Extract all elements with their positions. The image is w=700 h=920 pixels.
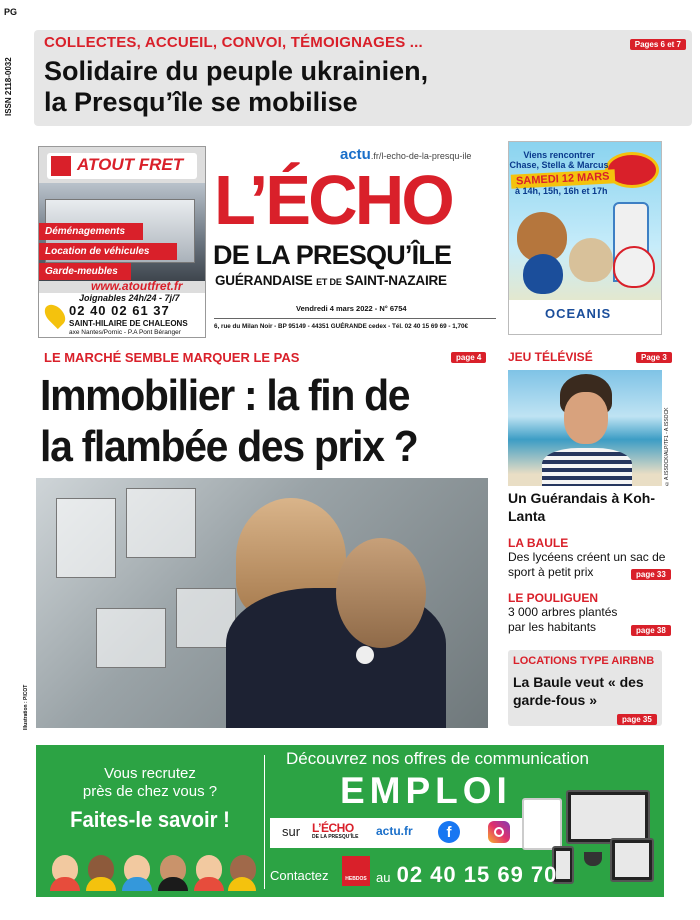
top-headline-line-1: Solidaire du peuple ukrainien, xyxy=(44,56,429,86)
top-story-page-badge: Pages 6 et 7 xyxy=(630,39,686,50)
atout-fret-town: SAINT-HILAIRE DE CHALEONS xyxy=(69,319,188,328)
coffee-cup-icon xyxy=(584,852,602,866)
region-saint-nazaire: SAINT-NAZAIRE xyxy=(345,273,447,288)
phone-number[interactable]: 02 40 15 69 70 xyxy=(396,862,558,887)
region-guerandaise: GUÉRANDAISE xyxy=(215,273,313,288)
atout-fret-brand: ATOUT FRET xyxy=(77,155,184,174)
atout-fret-logo xyxy=(47,153,197,179)
paw-ad-date: SAMEDI 12 MARS xyxy=(511,169,615,188)
atout-fret-phone[interactable]: 02 40 02 61 37 xyxy=(69,303,170,318)
newspaper-thumbnail xyxy=(522,798,562,850)
emploi-ad-contact: Contactez xyxy=(270,868,329,883)
actu-mini-logo[interactable]: actu.fr xyxy=(376,824,413,838)
marcus-pup-illustration xyxy=(613,246,655,288)
paw-ad-line-2: Chase, Stella & Marcus xyxy=(509,160,609,170)
tablet-icon xyxy=(610,838,654,882)
echo-mini-logo-sub: DE LA PRESQU’ÎLE xyxy=(312,834,359,840)
emploi-ad-sur: sur xyxy=(282,824,301,839)
agency-window-listing xyxy=(126,488,196,558)
service-location: Location de véhicules xyxy=(39,243,177,260)
region-et-de: ET DE xyxy=(316,277,342,287)
lead-photo-credit: Illustration : PICOT xyxy=(23,684,29,730)
laptop-icon xyxy=(566,790,650,844)
emploi-ad-phone[interactable] xyxy=(376,862,557,888)
airbnb-headline[interactable]: La Baule veut « des garde-fous » xyxy=(513,674,644,708)
jeu-headline[interactable]: Un Guérandais à Koh-Lanta xyxy=(508,490,656,524)
baule-kicker: LA BAULE xyxy=(508,536,569,550)
emploi-ad-line-1: Vous recrutez xyxy=(104,765,196,782)
atout-fret-availability: Joignables 24h/24 - 7j/7 xyxy=(79,293,180,303)
top-story-headline[interactable] xyxy=(44,56,428,118)
hebdos-logo: HEBDOS xyxy=(342,856,370,886)
paw-ad-hours: à 14h, 15h, 16h et 17h xyxy=(515,186,608,196)
actu-logo: actu xyxy=(340,146,371,163)
jeu-page-badge: Page 3 xyxy=(636,352,672,363)
actu-url: .fr/l-echo-de-la-presqu-ile xyxy=(370,151,472,161)
publisher-address: 6, rue du Milan Noir - BP 95149 - 44351 GUÉRANDE cedex - Tél. 02 40 15 69 69 - 1,70€ xyxy=(214,323,468,330)
lead-story-photo[interactable] xyxy=(36,478,488,728)
service-garde-meubles: Garde-meubles xyxy=(39,263,131,280)
agency-window-listing xyxy=(56,498,116,578)
airbnb-kicker: LOCATIONS TYPE AIRBNB xyxy=(513,655,655,667)
jeu-kicker: JEU TÉLÉVISÉ xyxy=(508,350,593,364)
masthead-region xyxy=(215,273,447,288)
baule-page-badge: page 33 xyxy=(631,569,671,580)
cards-logo-icon xyxy=(51,156,71,176)
koh-lanta-photo[interactable] xyxy=(508,370,662,486)
candidate-shirt xyxy=(542,448,632,486)
paw-ad-line-1: Viens rencontrer xyxy=(523,150,595,160)
masthead-subtitle: DE LA PRESQU’ÎLE xyxy=(213,240,452,270)
emploi-ad-line-2: près de chez vous ? xyxy=(82,783,218,800)
echo-mini-logo[interactable]: L’ÉCHO xyxy=(312,821,354,835)
lead-story-headline[interactable] xyxy=(40,370,505,472)
jacket-badge-icon xyxy=(356,646,374,664)
pouliguen-kicker: LE POULIGUEN xyxy=(508,591,599,605)
lead-story-page-badge: page 4 xyxy=(451,352,486,363)
issue-date: Vendredi 4 mars 2022 - N° 6754 xyxy=(296,304,407,313)
atout-fret-address: axe Nantes/Pornic - P.A Pont Béranger xyxy=(69,329,181,336)
atout-fret-website[interactable]: www.atoutfret.fr xyxy=(91,279,183,293)
agency-window-listing xyxy=(96,608,166,668)
top-story-kicker: COLLECTES, ACCUEIL, CONVOI, TÉMOIGNAGES ... xyxy=(44,34,423,51)
oceanis-brand: OCEANIS xyxy=(545,306,612,321)
atout-fret-ad[interactable] xyxy=(38,146,206,338)
baule-headline[interactable]: Des lycéens créent un sac de sport à petit prix xyxy=(508,550,666,579)
service-demenagements: Déménagements xyxy=(39,223,143,240)
facebook-icon[interactable]: f xyxy=(438,821,460,843)
emploi-ad-offer: Découvrez nos offres de communication xyxy=(286,749,590,768)
emploi-ad-slogan: Faites-le savoir ! xyxy=(70,807,230,832)
emploi-ad-title: EMPLOI xyxy=(340,770,512,811)
top-headline-line-2: la Presqu’île se mobilise xyxy=(44,87,358,117)
phone-prefix: au xyxy=(376,870,391,885)
lead-headline-line-1: Immobilier : la fin de xyxy=(40,371,410,420)
pouliguen-page-badge: page 38 xyxy=(631,625,671,636)
stella-pup-illustration xyxy=(569,238,613,282)
instagram-icon[interactable] xyxy=(488,821,510,843)
emploi-ad-divider xyxy=(264,755,265,889)
candidate-face xyxy=(564,392,608,444)
airbnb-page-badge: page 35 xyxy=(617,714,657,725)
masthead-title: L’ÉCHO xyxy=(214,161,452,239)
jeu-photo-credit: ©A.ISSOCK/ALP/TF1 - A.ISSOCK xyxy=(664,407,670,486)
second-person xyxy=(336,538,426,648)
chase-pup-body xyxy=(523,254,563,294)
masthead-divider xyxy=(214,318,496,319)
pouliguen-headline[interactable]: 3 000 arbres plantés par les habitants xyxy=(508,605,618,634)
issn-label: ISSN 2118-0032 xyxy=(4,57,13,116)
page-code: PG xyxy=(4,7,18,17)
paw-patrol-ad[interactable] xyxy=(508,141,662,335)
lead-story-kicker: LE MARCHÉ SEMBLE MARQUER LE PAS xyxy=(44,350,300,365)
lead-headline-line-2: la flambée des prix ? xyxy=(40,422,418,471)
